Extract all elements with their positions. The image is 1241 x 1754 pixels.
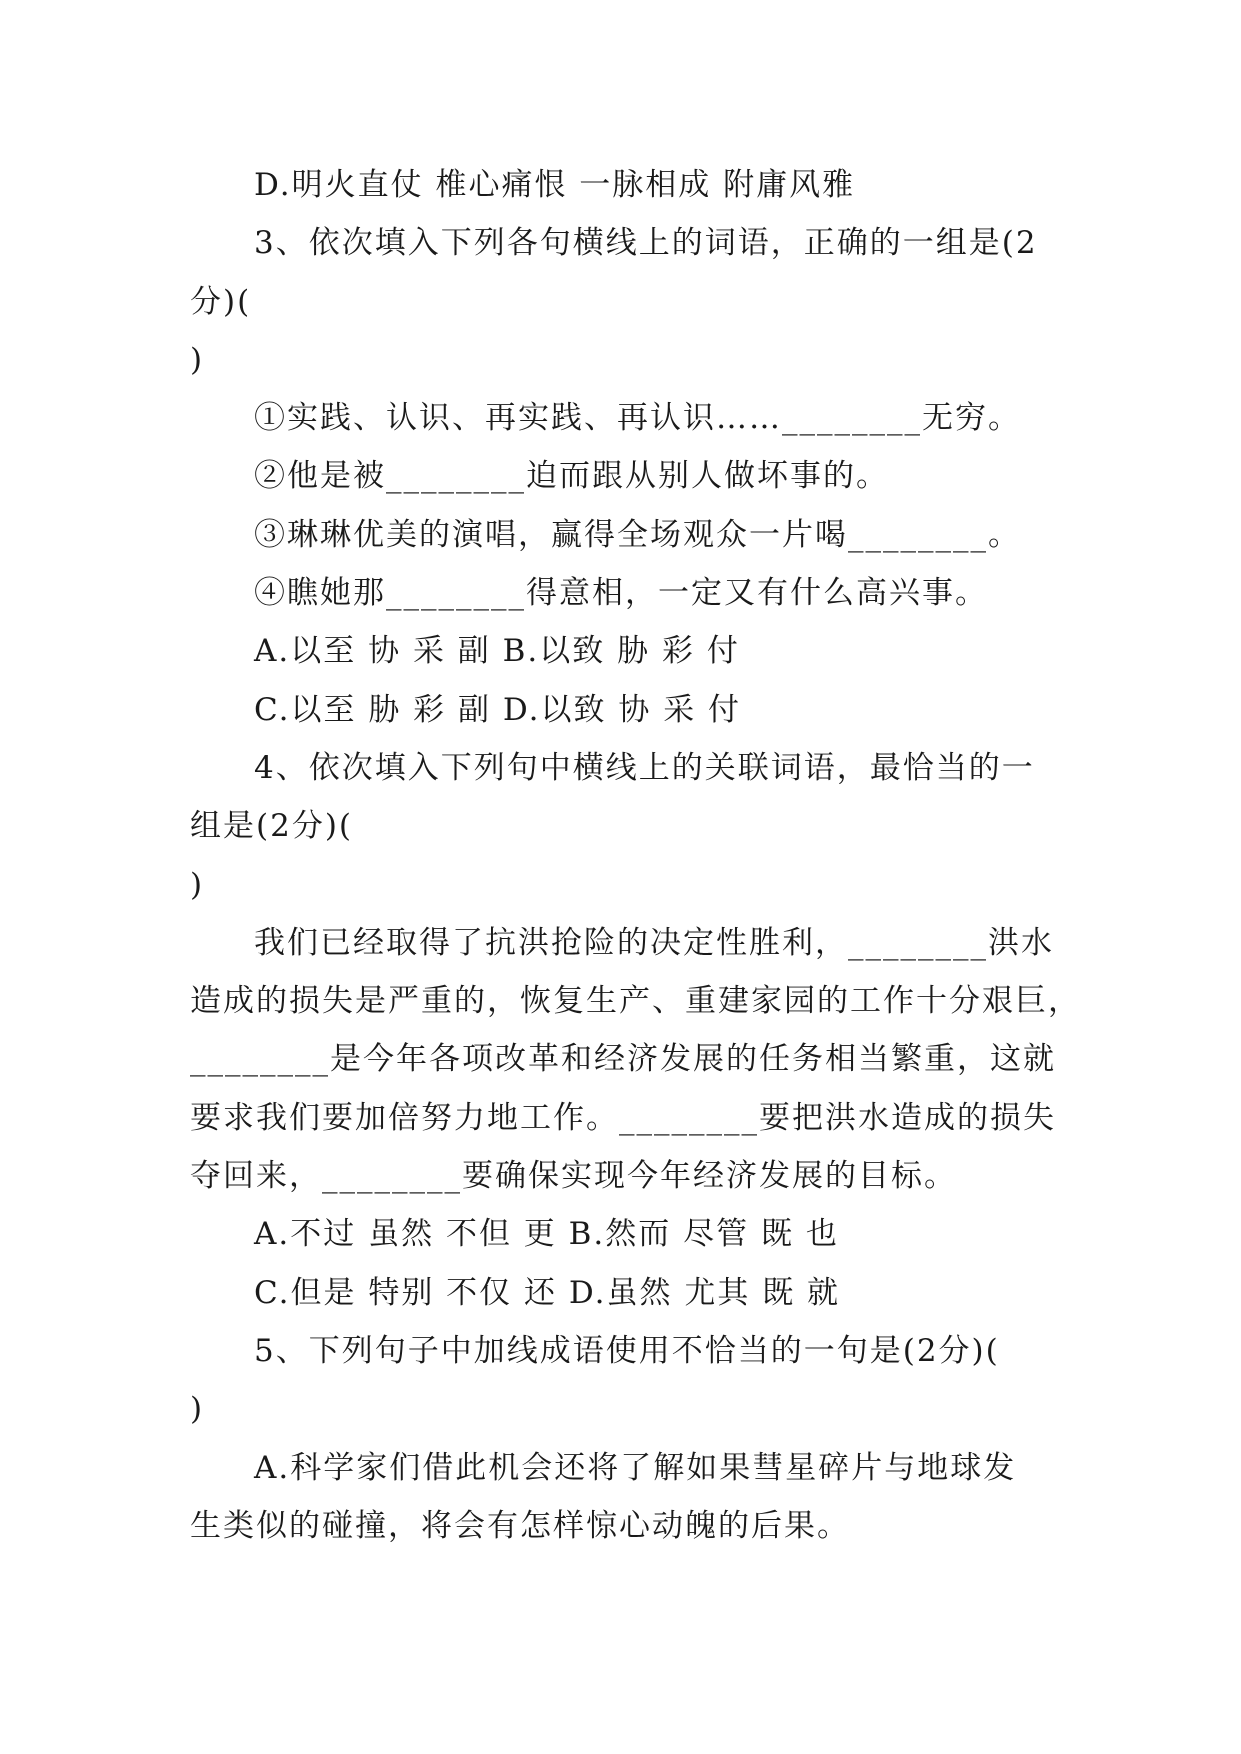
q3-options-ab: A.以至 协 采 副 B.以致 胁 彩 付 — [254, 633, 740, 670]
q3-sentence-1: ①实践、认识、再实践、再认识……________无穷。 — [254, 400, 1021, 437]
q3-sentence-2: ②他是被________迫而跟从别人做坏事的。 — [254, 458, 889, 495]
document-body — [190, 156, 1081, 1555]
question-5-stem: 5、下列句子中加线成语使用不恰当的一句是(2分)( — [254, 1332, 1000, 1369]
q5-option-a-line-1: A.科学家们借此机会还将了解如果彗星碎片与地球发 — [254, 1449, 1017, 1486]
question-3-stem: 3、依次填入下列各句横线上的词语，正确的一组是(2 — [254, 225, 1038, 262]
q3-sentence-4: ④瞧她那________得意相，一定又有什么高兴事。 — [254, 575, 988, 612]
q4-passage-line-2: 造成的损失是严重的，恢复生产、重建家园的工作十分艰巨， — [190, 983, 1081, 1020]
q4-options-cd: C.但是 特别 不仅 还 D.虽然 尤其 既 就 — [254, 1274, 841, 1311]
option-d-q2: D.明火直仗 椎心痛恨 一脉相成 附庸风雅 — [254, 167, 856, 203]
answer-paren-close: ) — [190, 341, 205, 378]
question-4-stem-cont: 组是(2分)( — [190, 808, 354, 845]
q4-passage-line-3: ________是今年各项改革和经济发展的任务相当繁重，这就 — [190, 1041, 1056, 1078]
q4-options-ab: A.不过 虽然 不但 更 B.然而 尽管 既 也 — [254, 1216, 839, 1253]
question-3-stem-cont: 分)( — [190, 283, 252, 320]
q5-option-a-line-2: 生类似的碰撞，将会有怎样惊心动魄的后果。 — [190, 1507, 850, 1544]
answer-paren-close: ) — [190, 866, 205, 903]
q4-passage-line-4: 要求我们要加倍努力地工作。________要把洪水造成的损失 — [190, 1099, 1056, 1136]
answer-paren-close: ) — [190, 1391, 205, 1428]
q4-passage-line-5: 夺回来，________要确保实现今年经济发展的目标。 — [190, 1158, 957, 1195]
q4-passage-line-1: 我们已经取得了抗洪抢险的决定性胜利，________洪水 — [254, 924, 1054, 961]
question-4-stem: 4、依次填入下列句中横线上的关联词语，最恰当的一 — [254, 749, 1035, 786]
q3-sentence-3: ③琳琳优美的演唱，赢得全场观众一片喝________。 — [254, 516, 1021, 553]
q3-options-cd: C.以至 胁 彩 副 D.以致 协 采 付 — [254, 691, 742, 728]
